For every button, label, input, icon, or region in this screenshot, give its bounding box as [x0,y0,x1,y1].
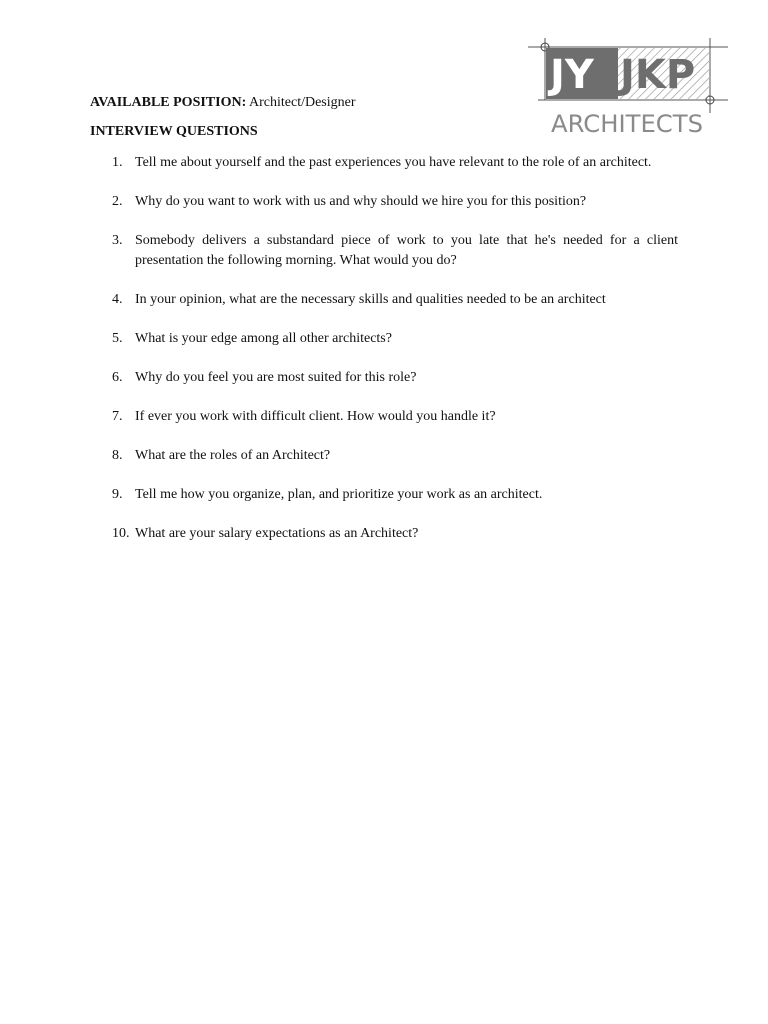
question-number: 6. [112,370,123,385]
question-text: Somebody delivers a substandard piece of work to you late that he's needed for a client presentation the following morning. What would you do? [135,233,678,268]
question-number: 10. [112,526,130,541]
question-item [112,290,678,310]
question-text: What is your edge among all other architects? [135,331,392,346]
question-text: What are the roles of an Architect? [135,448,331,463]
question-number: 8. [112,448,123,463]
question-item [112,368,678,388]
question-item [112,446,678,466]
question-list [112,153,678,563]
question-number: 3. [112,233,123,248]
question-text: Tell me about yourself and the past experiences you have relevant to the role of an architect. [135,155,652,170]
question-number: 7. [112,409,123,424]
question-number: 4. [112,292,123,307]
question-text: What are your salary expectations as an Architect? [135,526,419,541]
question-item [112,231,678,271]
question-item [112,192,678,212]
question-number: 9. [112,487,123,502]
company-logo [528,38,728,138]
question-text: Tell me how you organize, plan, and prioritize your work as an architect. [135,487,543,502]
question-item [112,485,678,505]
question-number: 1. [112,155,123,170]
question-text: Why do you feel you are most suited for this role? [135,370,417,385]
question-item [112,524,678,544]
logo-wordmark: ARCHITECTS [551,110,703,138]
question-text: Why do you want to work with us and why should we hire you for this position? [135,194,587,209]
question-number: 5. [112,331,123,346]
question-number: 2. [112,194,123,209]
position-value: Architect/Designer [249,95,356,110]
position-label: AVAILABLE POSITION: [90,95,247,110]
section-title: INTERVIEW QUESTIONS [90,124,258,139]
logo-mark-left: JY [550,52,594,98]
question-item [112,153,678,173]
question-text: In your opinion, what are the necessary skills and qualities needed to be an architect [135,292,606,307]
question-text: If ever you work with difficult client. How would you handle it? [135,409,496,424]
question-item [112,407,678,427]
available-position [90,94,356,112]
question-item [112,329,678,349]
logo-mark-right: JKP [620,52,696,98]
